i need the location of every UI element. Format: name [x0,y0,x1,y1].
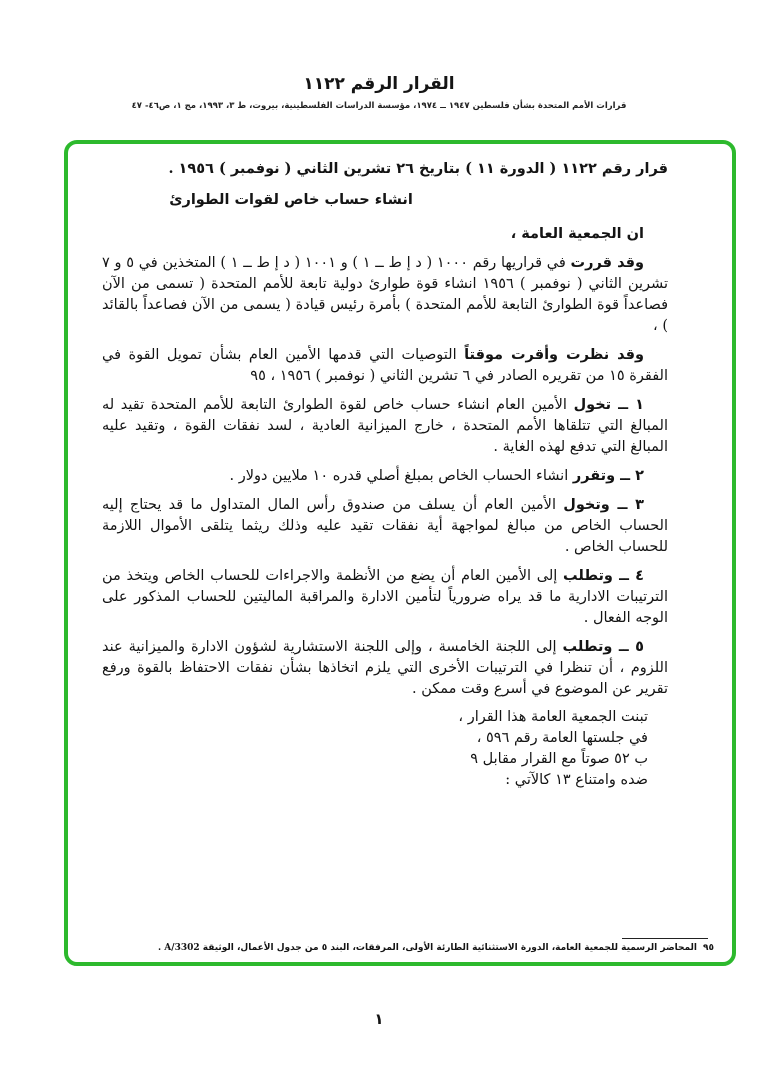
item-number: ٤ ــ [612,567,645,584]
item-body: الأمين العام أن يسلف من صندوق رأس المال المتداول ما قد يحتاج إليه الحساب الخاص من مبالغ لمواجهة أية نفقات تقيد عليه وذلك ريثما يتلقى الأموال اللازمة للحساب الخاص . [102,497,668,555]
footnote-marker: ٩٥ [703,943,714,953]
salutation-line: ان الجمعية العامة ، [510,225,644,242]
item-body: إلى الأمين العام أن يضع من الأنظمة والاجراءات للحساب الخاص ويتخذ من الترتيبات الادارية ما قد يراه ضرورياً لتأمين الادارة والمراقبة الماليتين للحساب المذكور على الوجه الفعال . [102,568,668,626]
numbered-item-4 [102,565,668,629]
closing-line: ضده وامتناع ١٣ كالآتي : [505,772,648,788]
item-body: إلى اللجنة الخامسة ، وإلى اللجنة الاستشارية لشؤون الادارة والميزانية عند اللزوم ، أن تنظرا في الترتيبات الأخرى التي يلزم اتخاذها بشأن نفقات الاحتفاظ بالقوة ورفع تقرير عن الموضوع في أسرع وقت ممكن . [102,639,668,697]
resolution-subtitle: انشاء حساب خاص لقوات الطوارئ [169,191,413,208]
paragraph-body: التوصيات التي قدمها الأمين العام بشأن تمويل القوة في الفقرة ١٥ من تقريره الصادر في ٦ تشرين الثاني ( نوفمبر ) ١٩٥٦ ، ٩٥ [102,347,668,384]
paragraph-lead: وقد نظرت وأقرت موقتاً [464,346,644,363]
numbered-item-5 [102,636,668,700]
closing-line: تبنت الجمعية العامة هذا القرار ، [458,709,648,725]
numbered-item-1 [102,394,668,458]
content-frame [64,140,736,966]
preamble-paragraph [102,252,668,337]
resolution-heading: قرار رقم ١١٢٢ ( الدورة ١١ ) بتاريخ ٢٦ تشرين الثاني ( نوفمبر ) ١٩٥٦ . [168,160,668,177]
closing-line: ب ٥٢ صوتاً مع القرار مقابل ٩ [470,751,648,767]
item-number: ٢ ــ [615,467,644,484]
item-number: ٣ ــ [609,496,644,513]
footnote-area [86,938,714,953]
item-number: ٥ ــ [612,638,644,655]
item-lead: وتقرر [572,467,616,484]
page-header [0,0,758,111]
item-body: الأمين العام انشاء حساب خاص لقوة الطوارئ التابعة للأمم المتحدة تقيد له المبالغ التي تتلقاها الأمم المتحدة ، خارج الميزانية العادية ، لسد نفقات القوة ، وتقيد عليه المبالغ التي تدفع لهذه الغاية . [102,397,668,455]
item-lead: تخول [573,396,612,413]
resolution-text [102,158,668,791]
preamble-paragraph [102,344,668,387]
source-citation: قرارات الأمم المتحدة بشأن فلسطين ١٩٤٧ ــ ١٩٧٤، مؤسسة الدراسات الفلسطينية، بيروت، ط ٣، ١٩٩٣، مج ١، ص٤٦- ٤٧ [131,101,627,111]
paragraph-lead: وقد قررت [570,254,645,271]
closing-line: في جلستها العامة رقم ٥٩٦ ، [476,730,648,746]
numbered-item-3 [102,494,668,558]
paragraph-body: في قراريها رقم ١٠٠٠ ( د إ ط ــ ١ ) و ١٠٠١ ( د إ ط ــ ١ ) المتخذين في ٥ و ٧ تشرين الثاني ( نوفمبر ) ١٩٥٦ انشاء قوة طوارئ دولية تابعة للأمم المتحدة ( تسمى من الآن فصاعداً قوة الطوارئ التابعة للأمم المتحدة ) بأمرة رئيس قيادة ( يسمى من الآن فصاعداً بالقائد ) ، [102,255,668,334]
document-title: القرار الرقم ١١٢٢ [303,74,455,94]
item-number: ١ ــ [611,396,644,413]
footnote-divider [622,938,708,939]
page-number: ١ [374,1010,384,1028]
footnote [86,943,714,953]
footnote-text: المحاضر الرسمية للجمعية العامة، الدورة الاستثنائية الطارئة الأولى، المرفقات، البند ٥ من جدول الأعمال، الوثيقة A/3302 . [158,943,697,953]
item-lead: وتخول [563,496,610,513]
item-lead: وتطلب [562,638,613,655]
item-lead: وتطلب [563,567,613,584]
item-body: انشاء الحساب الخاص بمبلغ أصلي قدره ١٠ ملايين دولار . [229,468,573,484]
numbered-item-2 [102,465,668,487]
